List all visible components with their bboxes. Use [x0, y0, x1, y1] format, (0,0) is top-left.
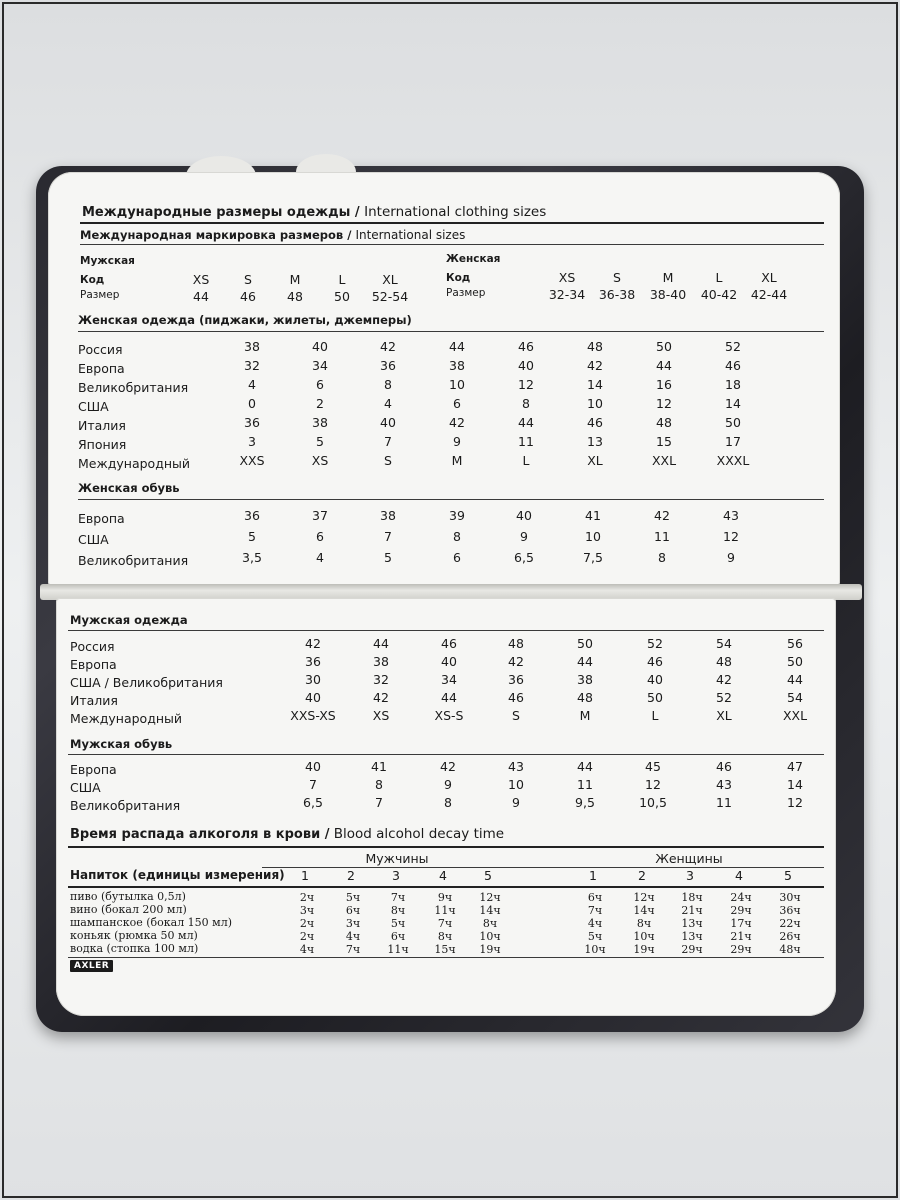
men-shoes-row-label: США: [70, 780, 101, 795]
men-time: 2ч: [299, 891, 315, 904]
women-time: 30ч: [779, 891, 801, 904]
men-time: 4ч: [299, 943, 315, 956]
men-time: 11ч: [387, 943, 409, 956]
men-clothing-row-label: Италия: [70, 693, 118, 708]
women-shoes-cell: 12: [723, 529, 739, 544]
women-time: 21ч: [730, 930, 752, 943]
women-time: 21ч: [681, 904, 703, 917]
women-shoes-cell: 9: [520, 529, 528, 544]
women-clothing-row-label: Япония: [78, 437, 127, 452]
women-clothing-cell: 34: [312, 358, 328, 373]
men-time: 8ч: [482, 917, 498, 930]
men-col-header: 3: [392, 868, 400, 883]
men-codes-heading: Мужская: [80, 255, 135, 267]
drink-header: Напиток (единицы измерения): [70, 868, 285, 882]
men-time: 7ч: [390, 891, 406, 904]
women-clothing-row-label: Европа: [78, 361, 125, 376]
men-clothing-cell: 36: [508, 672, 524, 687]
men-clothing-cell: XL: [716, 708, 732, 723]
women-clothing-cell: XL: [587, 453, 603, 468]
women-clothing-cell: 8: [522, 396, 530, 411]
women-time: 22ч: [779, 917, 801, 930]
women-clothing-cell: 40: [312, 339, 328, 354]
men-clothing-cell: 44: [373, 636, 389, 651]
men-col-header: 5: [484, 868, 492, 883]
men-shoes-cell: 46: [716, 759, 732, 774]
men-codes-size-label: Размер: [80, 289, 120, 301]
subtitle: [80, 228, 465, 242]
men-clothing-cell: 44: [787, 672, 803, 687]
men-clothing-rule: [68, 630, 824, 631]
women-time: 10ч: [584, 943, 606, 956]
men-shoes-cell: 41: [371, 759, 387, 774]
women-clothing-cell: 6: [316, 377, 324, 392]
women-clothing-cell: 2: [316, 396, 324, 411]
women-time: 17ч: [730, 917, 752, 930]
women-shoes-cell: 7,5: [583, 550, 603, 565]
men-clothing-cell: 44: [441, 690, 457, 705]
men-clothing-cell: 48: [508, 636, 524, 651]
women-clothing-cell: 38: [312, 415, 328, 430]
women-clothing-cell: 16: [656, 377, 672, 392]
men-codes-code: S: [244, 272, 252, 287]
men-shoes-cell: 44: [577, 759, 593, 774]
women-clothing-cell: XXL: [651, 453, 677, 468]
men-clothing-cell: 54: [787, 690, 803, 705]
women-shoes-cell: 6: [316, 529, 324, 544]
men-time: 6ч: [390, 930, 406, 943]
women-col-header: 5: [784, 868, 792, 883]
title-ru: Международные размеры одежды /: [82, 205, 360, 220]
men-shoes-cell: 8: [444, 795, 452, 810]
men-clothing-cell: 48: [716, 654, 732, 669]
men-shoes-cell: 9: [512, 795, 520, 810]
women-codes-size: 36-38: [598, 287, 636, 302]
men-shoes-cell: 43: [716, 777, 732, 792]
women-clothing-cell: 8: [384, 377, 392, 392]
women-shoes-cell: 9: [727, 550, 735, 565]
women-clothing-cell: 42: [587, 358, 603, 373]
women-clothing-row-label: Великобритания: [78, 380, 189, 395]
women-shoes-rule: [78, 499, 824, 500]
women-time: 5ч: [587, 930, 603, 943]
women-clothing-cell: 50: [656, 339, 672, 354]
men-clothing-cell: 52: [647, 636, 663, 651]
men-clothing-cell: 36: [305, 654, 321, 669]
men-shoes-cell: 7: [309, 777, 317, 792]
men-clothing-cell: 42: [373, 690, 389, 705]
women-time: 12ч: [633, 891, 655, 904]
women-clothing-rule: [78, 331, 824, 332]
men-time: 3ч: [299, 904, 315, 917]
women-shoes-cell: 7: [384, 529, 392, 544]
women-clothing-cell: XXS: [239, 453, 265, 468]
women-clothing-cell: 40: [518, 358, 534, 373]
men-time: 19ч: [479, 943, 501, 956]
women-time: 8ч: [636, 917, 652, 930]
men-shoes-cell: 43: [508, 759, 524, 774]
women-time: 29ч: [681, 943, 703, 956]
women-clothing-cell: XS: [311, 453, 329, 468]
women-codes-size: 38-40: [649, 287, 687, 302]
page-title: [82, 204, 546, 220]
women-shoes-row-label: Великобритания: [78, 553, 189, 568]
women-clothing-cell: S: [384, 453, 392, 468]
men-shoes-rule: [68, 754, 824, 755]
men-clothing-row-label: Международный: [70, 711, 182, 726]
men-codes-code-label: Код: [80, 274, 105, 286]
women-time: 10ч: [633, 930, 655, 943]
drink-label: водка (стопка 100 мл): [70, 942, 199, 955]
women-codes-code-label: Код: [446, 272, 471, 284]
men-clothing-cell: 38: [577, 672, 593, 687]
women-time: 48ч: [779, 943, 801, 956]
men-time: 6ч: [345, 904, 361, 917]
men-shoes-cell: 45: [645, 759, 661, 774]
alcohol-bottom-rule: [68, 957, 824, 958]
men-clothing-cell: 42: [508, 654, 524, 669]
men-clothing-cell: 48: [577, 690, 593, 705]
men-shoes-heading: Мужская обувь: [70, 737, 173, 751]
men-col-header: 1: [301, 868, 309, 883]
women-time: 29ч: [730, 943, 752, 956]
women-shoes-cell: 11: [654, 529, 670, 544]
women-clothing-cell: 11: [518, 434, 534, 449]
alcohol-title: [70, 826, 504, 842]
women-time: 13ч: [681, 930, 703, 943]
women-shoes-row-label: США: [78, 532, 109, 547]
women-clothing-cell: 13: [587, 434, 603, 449]
women-time: 4ч: [587, 917, 603, 930]
women-shoes-row-label: Европа: [78, 511, 125, 526]
women-time: 36ч: [779, 904, 801, 917]
women-codes-size-label: Размер: [446, 287, 486, 299]
alcohol-title-rule: [68, 846, 824, 848]
men-clothing-cell: 50: [787, 654, 803, 669]
men-clothing-cell: 46: [441, 636, 457, 651]
men-time: 8ч: [437, 930, 453, 943]
women-codes-code: S: [613, 270, 621, 285]
women-clothing-cell: 44: [449, 339, 465, 354]
men-clothing-cell: 30: [305, 672, 321, 687]
women-shoes-cell: 41: [585, 508, 601, 523]
women-codes-code: L: [715, 270, 723, 285]
brand-logo: AXLER: [70, 960, 113, 972]
women-clothing-cell: 42: [449, 415, 465, 430]
women-col-header: 4: [735, 868, 743, 883]
women-codes-size: 40-42: [700, 287, 738, 302]
men-clothing-cell: M: [579, 708, 591, 723]
women-clothing-cell: 17: [725, 434, 741, 449]
drink-label: вино (бокал 200 мл): [70, 903, 187, 916]
header-rule: [68, 886, 824, 888]
women-clothing-cell: 4: [248, 377, 256, 392]
women-time: 7ч: [587, 904, 603, 917]
men-shoes-cell: 10,5: [639, 795, 667, 810]
women-shoes-cell: 36: [244, 508, 260, 523]
women-clothing-cell: M: [451, 453, 463, 468]
men-clothing-row-label: Россия: [70, 639, 115, 654]
men-codes-size: 46: [240, 289, 256, 304]
men-shoes-cell: 11: [577, 777, 593, 792]
women-clothing-heading: Женская одежда (пиджаки, жилеты, джемперы): [78, 313, 412, 327]
women-shoes-heading: Женская обувь: [78, 481, 180, 495]
women-clothing-cell: XXXL: [716, 453, 750, 468]
women-shoes-cell: 43: [723, 508, 739, 523]
women-time: 24ч: [730, 891, 752, 904]
drink-label: шампанское (бокал 150 мл): [70, 916, 233, 929]
men-clothing-row-label: США / Великобритания: [70, 675, 223, 690]
men-clothing-cell: 46: [647, 654, 663, 669]
women-clothing-cell: 0: [248, 396, 256, 411]
men-time: 12ч: [479, 891, 501, 904]
women-clothing-cell: 36: [380, 358, 396, 373]
women-clothing-cell: 50: [725, 415, 741, 430]
men-clothing-heading: Мужская одежда: [70, 613, 188, 627]
women-time: 18ч: [681, 891, 703, 904]
men-time: 5ч: [390, 917, 406, 930]
men-shoes-cell: 14: [787, 777, 803, 792]
women-clothing-cell: 38: [244, 339, 260, 354]
women-clothing-cell: 3: [248, 434, 256, 449]
drink-label: пиво (бутылка 0,5л): [70, 890, 186, 903]
title-rule: [80, 222, 824, 224]
women-clothing-row-label: Международный: [78, 456, 190, 471]
women-clothing-cell: 10: [449, 377, 465, 392]
men-time: 7ч: [345, 943, 361, 956]
men-time: 8ч: [390, 904, 406, 917]
women-time: 6ч: [587, 891, 603, 904]
men-clothing-cell: XXL: [782, 708, 808, 723]
women-clothing-cell: 4: [384, 396, 392, 411]
men-shoes-cell: 40: [305, 759, 321, 774]
men-clothing-cell: 44: [577, 654, 593, 669]
women-codes-heading: Женская: [446, 253, 501, 265]
women-shoes-cell: 40: [516, 508, 532, 523]
women-clothing-cell: 5: [316, 434, 324, 449]
men-clothing-cell: 50: [577, 636, 593, 651]
men-codes-code: M: [289, 272, 301, 287]
men-clothing-cell: 34: [441, 672, 457, 687]
title-en: International clothing sizes: [364, 204, 547, 220]
women-time: 26ч: [779, 930, 801, 943]
women-clothing-cell: 44: [518, 415, 534, 430]
men-clothing-cell: 46: [508, 690, 524, 705]
women-col-header: 3: [686, 868, 694, 883]
men-time: 14ч: [479, 904, 501, 917]
men-clothing-cell: XXS-XS: [290, 708, 336, 723]
men-shoes-cell: 47: [787, 759, 803, 774]
men-time: 15ч: [434, 943, 456, 956]
alcohol-title-ru: Время распада алкоголя в крови /: [70, 827, 330, 842]
men-shoes-cell: 11: [716, 795, 732, 810]
women-shoes-cell: 3,5: [242, 550, 262, 565]
men-shoes-cell: 6,5: [303, 795, 323, 810]
women-shoes-cell: 6,5: [514, 550, 534, 565]
women-clothing-cell: 44: [656, 358, 672, 373]
women-group-label: Женщины: [655, 851, 723, 866]
women-time: 14ч: [633, 904, 655, 917]
women-clothing-cell: 7: [384, 434, 392, 449]
men-clothing-cell: L: [651, 708, 659, 723]
men-shoes-cell: 9: [444, 777, 452, 792]
women-shoes-cell: 39: [449, 508, 465, 523]
men-codes-size: 50: [334, 289, 350, 304]
men-shoes-cell: 12: [787, 795, 803, 810]
men-time: 11ч: [434, 904, 456, 917]
women-clothing-cell: 14: [725, 396, 741, 411]
women-col-header: 2: [638, 868, 646, 883]
women-clothing-cell: 36: [244, 415, 260, 430]
women-clothing-cell: 40: [380, 415, 396, 430]
men-time: 2ч: [299, 930, 315, 943]
women-time: 29ч: [730, 904, 752, 917]
men-clothing-cell: 32: [373, 672, 389, 687]
men-shoes-cell: 12: [645, 777, 661, 792]
women-shoes-cell: 10: [585, 529, 601, 544]
subtitle-ru: Международная маркировка размеров /: [80, 228, 352, 242]
men-codes-code: XL: [382, 272, 398, 287]
women-clothing-cell: 6: [453, 396, 461, 411]
women-clothing-row-label: США: [78, 399, 109, 414]
men-clothing-cell: 54: [716, 636, 732, 651]
men-shoes-cell: 7: [375, 795, 383, 810]
drink-label: коньяк (рюмка 50 мл): [70, 929, 198, 942]
men-shoes-cell: 42: [440, 759, 456, 774]
men-codes-size: 52-54: [371, 289, 409, 304]
men-clothing-cell: 52: [716, 690, 732, 705]
men-time: 5ч: [345, 891, 361, 904]
men-time: 2ч: [299, 917, 315, 930]
men-codes-code: L: [338, 272, 346, 287]
men-shoes-row-label: Великобритания: [70, 798, 181, 813]
men-clothing-row-label: Европа: [70, 657, 117, 672]
men-clothing-cell: 40: [305, 690, 321, 705]
subtitle-rule: [80, 244, 824, 245]
women-clothing-cell: 10: [587, 396, 603, 411]
women-clothing-cell: 15: [656, 434, 672, 449]
women-clothing-cell: L: [522, 453, 530, 468]
men-clothing-cell: 40: [441, 654, 457, 669]
men-clothing-cell: 42: [716, 672, 732, 687]
women-shoes-cell: 6: [453, 550, 461, 565]
women-clothing-row-label: Италия: [78, 418, 126, 433]
women-shoes-cell: 8: [453, 529, 461, 544]
women-shoes-cell: 4: [316, 550, 324, 565]
men-codes-size: 48: [287, 289, 303, 304]
women-shoes-cell: 38: [380, 508, 396, 523]
women-shoes-cell: 8: [658, 550, 666, 565]
women-shoes-cell: 37: [312, 508, 328, 523]
men-shoes-row-label: Европа: [70, 762, 117, 777]
women-clothing-row-label: Россия: [78, 342, 123, 357]
women-codes-code: XL: [761, 270, 777, 285]
subtitle-en: International sizes: [355, 228, 466, 242]
women-clothing-cell: 38: [449, 358, 465, 373]
alcohol-title-en: Blood alcohol decay time: [329, 826, 505, 842]
men-group-label: Мужчины: [365, 851, 429, 866]
women-codes-code: XS: [558, 270, 576, 285]
men-clothing-cell: XS-S: [434, 708, 464, 723]
men-shoes-cell: 8: [375, 777, 383, 792]
men-codes-size: 44: [193, 289, 209, 304]
women-time: 19ч: [633, 943, 655, 956]
men-shoes-cell: 9,5: [575, 795, 595, 810]
women-clothing-cell: 46: [587, 415, 603, 430]
men-codes-code: XS: [192, 272, 210, 287]
women-clothing-cell: 42: [380, 339, 396, 354]
men-clothing-cell: XS: [372, 708, 390, 723]
women-clothing-cell: 48: [656, 415, 672, 430]
men-clothing-cell: 50: [647, 690, 663, 705]
men-time: 3ч: [345, 917, 361, 930]
women-codes-size: 42-44: [750, 287, 788, 302]
women-clothing-cell: 32: [244, 358, 260, 373]
men-col-header: 2: [347, 868, 355, 883]
men-time: 4ч: [345, 930, 361, 943]
men-time: 7ч: [437, 917, 453, 930]
women-clothing-cell: 14: [587, 377, 603, 392]
women-shoes-cell: 5: [384, 550, 392, 565]
women-clothing-cell: 48: [587, 339, 603, 354]
women-clothing-cell: 46: [725, 358, 741, 373]
men-clothing-cell: 40: [647, 672, 663, 687]
women-col-header: 1: [589, 868, 597, 883]
men-clothing-cell: S: [512, 708, 520, 723]
men-clothing-cell: 56: [787, 636, 803, 651]
women-shoes-cell: 42: [654, 508, 670, 523]
women-clothing-cell: 12: [656, 396, 672, 411]
women-time: 13ч: [681, 917, 703, 930]
women-codes-size: 32-34: [548, 287, 586, 302]
men-clothing-cell: 38: [373, 654, 389, 669]
women-clothing-cell: 52: [725, 339, 741, 354]
men-time: 9ч: [437, 891, 453, 904]
women-clothing-cell: 18: [725, 377, 741, 392]
men-col-header: 4: [439, 868, 447, 883]
women-shoes-cell: 5: [248, 529, 256, 544]
women-clothing-cell: 46: [518, 339, 534, 354]
women-clothing-cell: 12: [518, 377, 534, 392]
women-clothing-cell: 9: [453, 434, 461, 449]
men-shoes-cell: 10: [508, 777, 524, 792]
men-clothing-cell: 42: [305, 636, 321, 651]
women-codes-code: M: [662, 270, 674, 285]
men-time: 10ч: [479, 930, 501, 943]
